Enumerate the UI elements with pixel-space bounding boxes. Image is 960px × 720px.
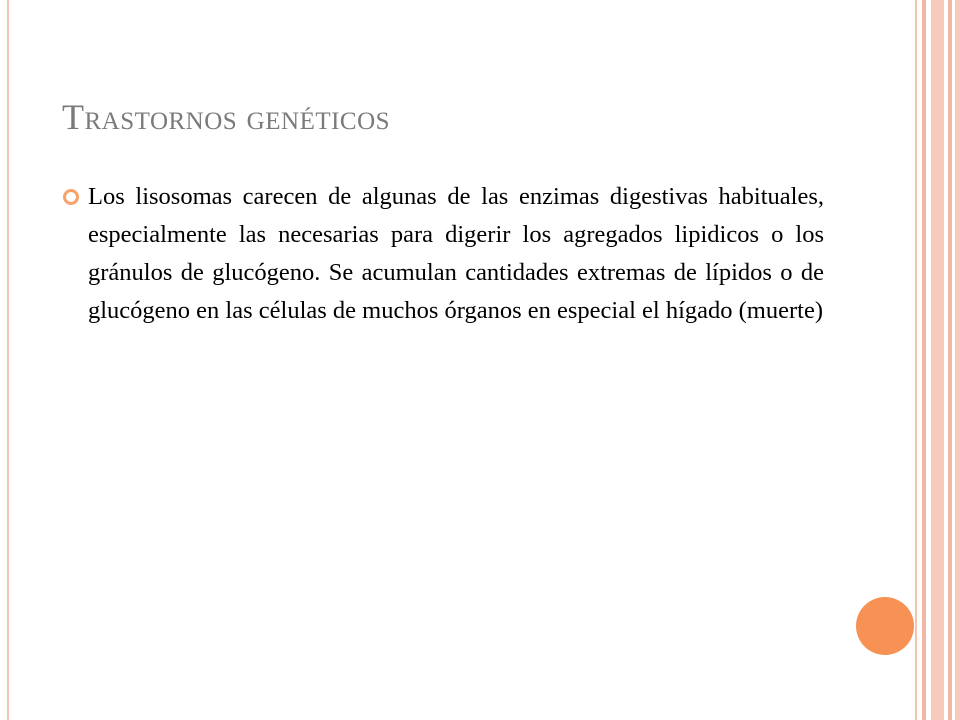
orange-circle-decoration <box>856 597 914 655</box>
bullet-item <box>62 178 824 330</box>
slide-title: Trastornos genéticos <box>62 97 391 137</box>
side-stripe <box>922 0 926 720</box>
side-stripe <box>948 0 952 720</box>
side-stripe <box>955 0 960 720</box>
bullet-text: Los lisosomas carecen de algunas de las enzimas digestivas habituales, especialmente las necesarias para digerir los agregados lipidicos o los gránulos de glucógeno. Se acumulan cantidades extremas de lípidos o de glucógeno en las células de muchos órganos en especial el hígado (muerte) <box>88 183 824 324</box>
side-stripe <box>931 0 944 720</box>
ring-bullet-icon <box>62 188 80 206</box>
